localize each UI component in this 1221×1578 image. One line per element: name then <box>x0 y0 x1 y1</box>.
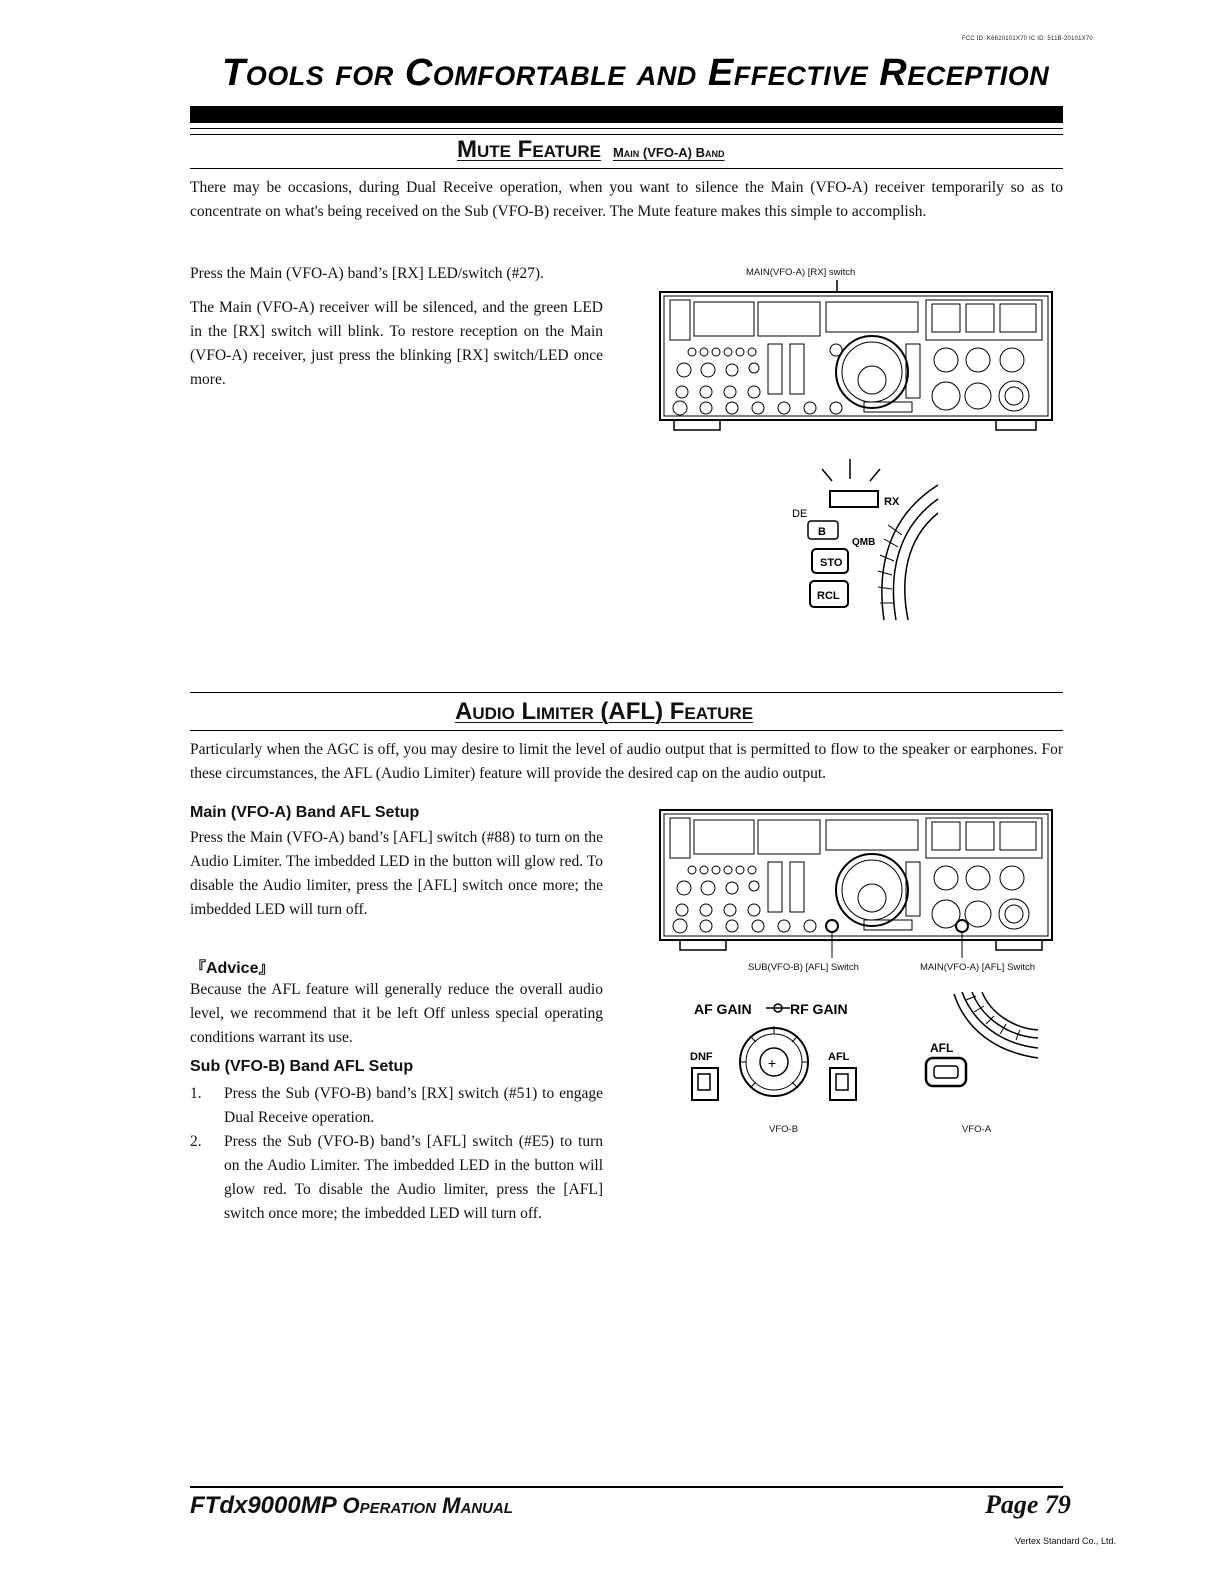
sto-label: STO <box>820 557 843 569</box>
dnf-label: DNF <box>690 1051 713 1063</box>
caption-main-afl: MAIN(VFO-A) [AFL] Switch <box>920 962 1036 973</box>
footer-rule <box>190 1486 1063 1488</box>
title-bar <box>190 106 1063 123</box>
mute-step: Press the Main (VFO-A) band’s [RX] LED/switch (#27). <box>190 265 544 282</box>
afl-intro: Particularly when the AGC is off, you may desire to limit the level of audio output that is permitted to flow to the speaker or earphones. For these circumstances, the AFL (Audio Limiter) feature will provide the desired cap on the audio output. <box>190 741 1063 782</box>
list-item: 2. Press the Sub (VFO-B) band’s [AFL] switch (#E5) to turn on the Audio Limiter. The imbedded LED in the button will glow red. To disable the Audio limiter, press the [AFL] switch once more; the imbedded LED will turn off. <box>190 1133 603 1222</box>
b-label: B <box>818 526 826 538</box>
afl-heading: Audio Limiter (AFL) Feature <box>455 698 754 725</box>
section-rule <box>190 730 1063 731</box>
section-rule <box>190 168 1063 169</box>
section-rule <box>190 134 1063 135</box>
rf-gain-label: RF GAIN <box>790 1001 848 1017</box>
advice-text: Because the AFL feature will generally reduce the overall audio level, we recommend that it be left Off unless special operating conditions warrant its use. <box>190 981 603 1046</box>
manual-name: Operation Manual <box>342 1493 513 1518</box>
vfo-a-afl-figure <box>916 990 1040 1100</box>
afl-sub-steps <box>190 1082 603 1226</box>
radio-front-panel-figure-afl <box>650 800 1060 960</box>
rcl-label: RCL <box>817 590 840 602</box>
title-rule <box>190 128 1063 129</box>
radio-front-panel-figure <box>650 280 1060 435</box>
vfo-b-knob-figure <box>686 990 876 1110</box>
advice-title: 『Advice』 <box>190 960 275 977</box>
afl-sub-title: Sub (VFO-B) Band AFL Setup <box>190 1058 414 1075</box>
afl-main-title: Main (VFO-A) Band AFL Setup <box>190 804 420 821</box>
center-mark: + <box>768 1055 777 1071</box>
mute-figure-caption: MAIN(VFO-A) [RX] switch <box>746 267 856 278</box>
mute-subheading: Main (VFO-A) Band <box>612 145 725 160</box>
qmb-label: QMB <box>852 537 876 548</box>
caption-sub-afl: SUB(VFO-B) [AFL] Switch <box>748 962 859 973</box>
mute-intro: There may be occasions, during Dual Receive operation, when you want to silence the Main (VFO-A) receiver temporarily so as to concentrate on what's being received on the Sub (VFO-B) receiver. The Mute feature makes this simple to accomplish. <box>190 179 1063 220</box>
list-item: 1. Press the Sub (VFO-B) band’s [RX] switch (#51) to engage Dual Receive operation. <box>190 1085 603 1126</box>
page-title: Tools for Comfortable and Effective Reception <box>222 52 1050 94</box>
afl-main-text: Press the Main (VFO-A) band’s [AFL] switch (#88) to turn on the Audio Limiter. The imbedded LED in the button will glow red. To disable the Audio limiter, press the [AFL] switch once more; the imbedded LED will turn off. <box>190 829 603 918</box>
fcc-id: FCC ID: K6620101X70 IC ID: 511B-20101X70 <box>962 36 1093 42</box>
company-name: Vertex Standard Co., Ltd. <box>1015 1536 1117 1546</box>
section-rule <box>190 692 1063 693</box>
mute-detail: The Main (VFO-A) receiver will be silenced, and the green LED in the [RX] switch will blink. To restore reception on the Main (VFO-A) receiver, just press the blinking [RX] switch/LED once more. <box>190 299 603 388</box>
label-vfo-a: VFO-A <box>962 1124 992 1135</box>
mode-label: DE <box>792 508 808 520</box>
page-number: Page 79 <box>985 1490 1071 1519</box>
afl-label-b: AFL <box>828 1051 850 1063</box>
model-name: FTdx9000MP <box>190 1492 336 1519</box>
rx-switch-closeup-figure <box>780 455 940 623</box>
afl-label-a: AFL <box>930 1041 954 1055</box>
footer-manual-title <box>190 1492 513 1520</box>
af-gain-label: AF GAIN <box>694 1001 752 1017</box>
label-vfo-b: VFO-B <box>769 1124 799 1135</box>
mute-heading: Mute Feature Main (VFO-A) Band <box>457 136 725 163</box>
rx-label: RX <box>884 496 900 508</box>
